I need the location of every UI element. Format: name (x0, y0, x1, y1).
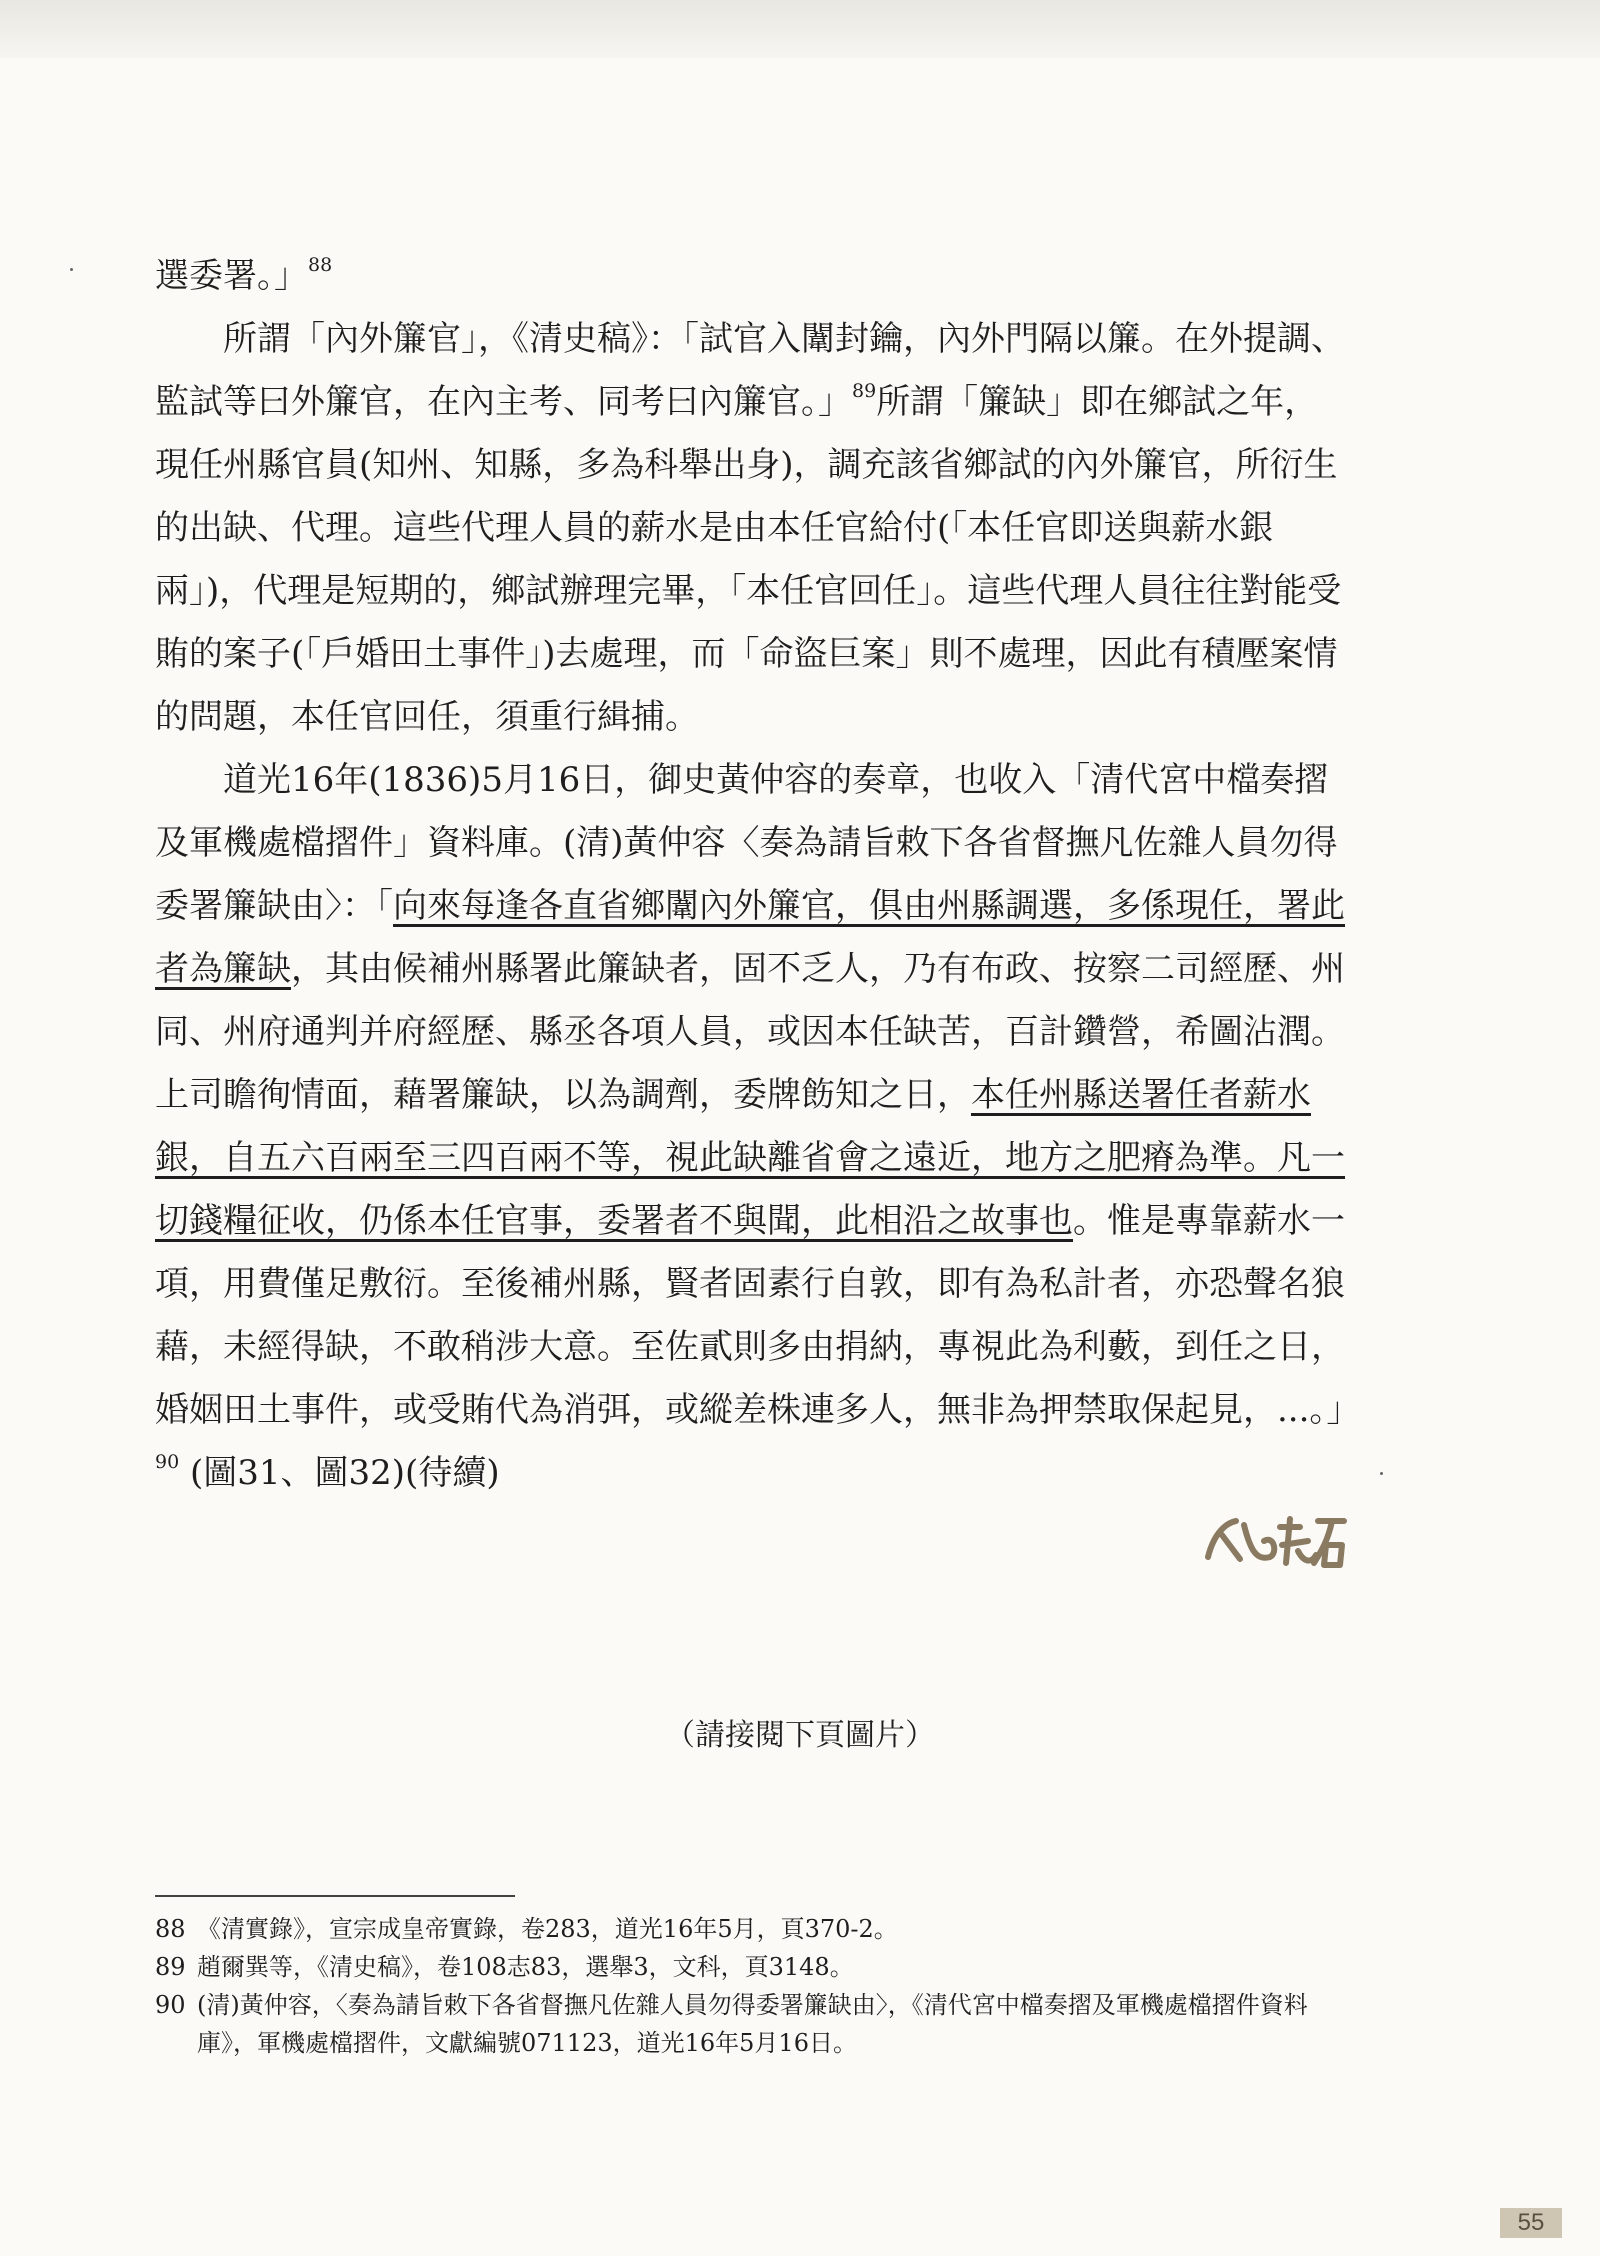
page-number: 55 (1500, 2208, 1562, 2238)
underlined-quote-1: 向來每逢各直省鄉闈內外簾官，俱由州縣調選，多係現任，署此者為簾缺 (155, 886, 1345, 989)
footnote-ref-90: 90 (155, 1450, 180, 1473)
paragraph-1: 所謂「內外簾官」，《清史稿》：「試官入闈封鑰，內外門隔以簾。在外提調、監試等曰外簾官，在內主考、同考曰內簾官。」$^{89}$所謂「簾缺」即在鄉試之年，現任州縣官員(知州、知縣，多為科舉出身)，調充該省鄉試的內外簾官，所衍生的出缺、代理。這些代理人員的薪水是由本任官給付(「本任官即送與薪水銀兩」)，代理是短期的，鄉試辦理完畢，「本任官回任」。這些代理人員往往對能受賄的案子(「戶婚田土事件」)去處理，而「命盜巨案」則不處理，因此有積壓案情的問題，本任官回任，須重行緝捕。 (155, 319, 1345, 737)
footnote-88 (155, 1910, 1355, 1948)
footnote-ref-88: 88 (308, 253, 333, 276)
footnote-number: 89 (155, 1953, 186, 1981)
footnotes (155, 1910, 1355, 2062)
scan-top-edge (0, 0, 1600, 58)
author-signature (1200, 1505, 1350, 1577)
scan-speck (70, 268, 73, 271)
paragraph-2: 道光16年(1836)5月16日，御史黃仲容的奏章，也收入「清代宮中檔奏摺及軍機處檔摺件」資料庫。(清)黃仲容〈奏為請旨敕下各省督撫凡佐雜人員勿得委署簾缺由〉：「向來每逢各直省鄉闈內外簾官，俱由州縣調選，多係現任，署此者為簾缺，其由候補州縣署此簾缺者，固不乏人，乃有布政、按察二司經歷、州同、州府通判并府經歷、縣丞各項人員，或因本任缺苦，百計鑽營，希圖沾潤。上司瞻徇情面，藉署簾缺，以為調劑，委牌飭知之日，本任州縣送署任者薪水銀，自五六百兩至三四百兩不等，視此缺離省會之遠近，地方之肥瘠為準。凡一切錢糧征收，仍係本任官事，委署者不與聞，此相沿之故事也。惟是專靠薪水一項，用費僅足敷衍。至後補州縣，賢者固素行自敦，即有為私計者，亦恐聲名狼藉，未經得缺，不敢稍涉大意。至佐貳則多由捐納，專視此為利藪，到任之日，婚姻田土事件，或受賄代為消弭，或縱差株連多人，無非為押禁取保起見，...。」$^{90}$ (圖31、圖32)(待續) (155, 760, 1361, 1493)
footnote-89 (155, 1948, 1355, 1986)
underlined-quote-2: 本任州縣送署任者薪水銀，自五六百兩至三四百兩不等，視此缺離省會之遠近，地方之肥瘠為準。凡一切錢糧征收，仍係本任官事，委署者不與聞，此相沿之故事也 (155, 1075, 1345, 1241)
footnote-ref-89: 89 (852, 379, 877, 402)
footnote-divider (155, 1895, 515, 1897)
scan-speck (1380, 1472, 1383, 1475)
footnote-text: (清)黃仲容，〈奏為請旨敕下各省督撫凡佐雜人員勿得委署簾缺由〉，《清代宮中檔奏摺及軍機處檔摺件資料庫》，軍機處檔摺件，文獻編號071123，道光16年5月16日。 (197, 1991, 1308, 2057)
footnote-number: 88 (155, 1915, 186, 1943)
continue-note: （請接閱下頁圖片） (665, 1718, 935, 1753)
footnote-90 (155, 1986, 1355, 2062)
footnote-text: 《清實錄》，宣宗成皇帝實錄，卷283，道光16年5月，頁370-2。 (197, 1915, 898, 1943)
body-text (155, 245, 1361, 1505)
paragraph-0: 選委署。」$^{88}$ (155, 253, 333, 296)
footnote-text: 趙爾巽等，《清史稿》，卷108志83，選舉3，文科，頁3148。 (197, 1953, 854, 1981)
footnote-number: 90 (155, 1991, 186, 2019)
